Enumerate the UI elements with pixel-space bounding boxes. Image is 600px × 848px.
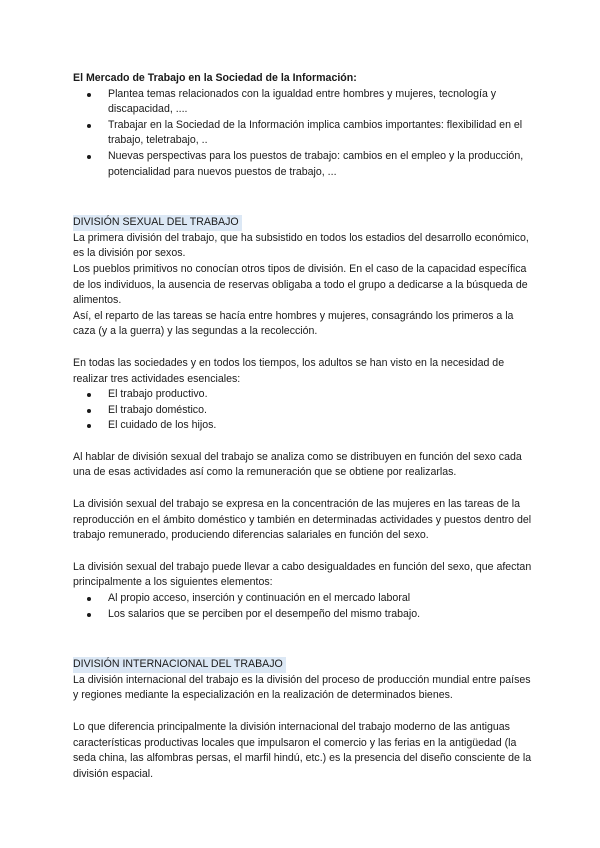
paragraph: La primera división del trabajo, que ha subsistido en todos los estadios del desarrollo económico, es la división por sexos. [73, 231, 529, 260]
paragraph: Al hablar de división sexual del trabajo se analiza como se distribuyen en función del sexo cada una de esas actividades así como la remuneración que se obtiene por realizarlas. [73, 450, 522, 479]
paragraph: Lo que diferencia principalmente la división internacional del trabajo moderno de las antiguas características productivas locales que impulsaron el comercio y las ferias en la antigüedad (la seda china, las alfombras persas, el marfil hindú, etc.) es la presencia del diseño consciente de la división espacial. [73, 721, 532, 780]
paragraph: Los pueblos primitivos no conocían otros tipos de división. En el caso de la capacidad específica de los individuos, la ausencia de reservas obligaba a todo el grupo a dedicarse a la búsqueda de alimentos. [73, 262, 528, 307]
list-item: El trabajo doméstico. [108, 403, 533, 419]
paragraph: Así, el reparto de las tareas se hacía entre hombres y mujeres, consagrándo los primeros a la caza (y a la guerra) y las segundas a la recolección. [73, 309, 514, 338]
activities-list [73, 387, 533, 434]
intro-title: El Mercado de Trabajo en la Sociedad de la Información: [73, 72, 357, 84]
list-item: El cuidado de los hijos. [108, 418, 533, 434]
list-item: El trabajo productivo. [108, 387, 533, 403]
paragraph: En todas las sociedades y en todos los tiempos, los adultos se han visto en la necesidad de realizar tres actividades esenciales: [73, 356, 505, 385]
list-item: Al propio acceso, inserción y continuación en el mercado laboral [108, 591, 533, 607]
list-item: Los salarios que se perciben por el desempeño del mismo trabajo. [108, 607, 533, 623]
paragraph: La división sexual del trabajo se expresa en la concentración de las mujeres en las tareas de la reproducción en el ámbito doméstico y también en determinadas actividades y puestos dentro del trabajo remunerado, produciendo diferencias salariales en función del sexo. [73, 498, 532, 542]
list-item: Plantea temas relacionados con la igualdad entre hombres y mujeres, tecnología y discapacidad, .... [108, 87, 533, 118]
section-heading-sexual: DIVISIÓN SEXUAL DEL TRABAJO [73, 215, 242, 231]
document-body [73, 71, 533, 782]
paragraph: La división internacional del trabajo es la división del proceso de producción mundial entre países y regiones mediante la especialización en la realización de determinados bienes. [73, 673, 531, 702]
list-item: Nuevas perspectivas para los puestos de trabajo: cambios en el empleo y la producción, potencialidad para nuevos puestos de trabajo, ... [108, 149, 533, 180]
paragraph: La división sexual del trabajo puede llevar a cabo desigualdades en función del sexo, que afectan principalmente a los siguientes elementos: [73, 560, 532, 589]
intro-bullet-list [73, 87, 533, 181]
list-item: Trabajar en la Sociedad de la Información implica cambios importantes: flexibilidad en el trabajo, teletrabajo, .. [108, 118, 533, 149]
elements-list [73, 591, 533, 622]
section-heading-international: DIVISIÓN INTERNACIONAL DEL TRABAJO [73, 657, 286, 673]
